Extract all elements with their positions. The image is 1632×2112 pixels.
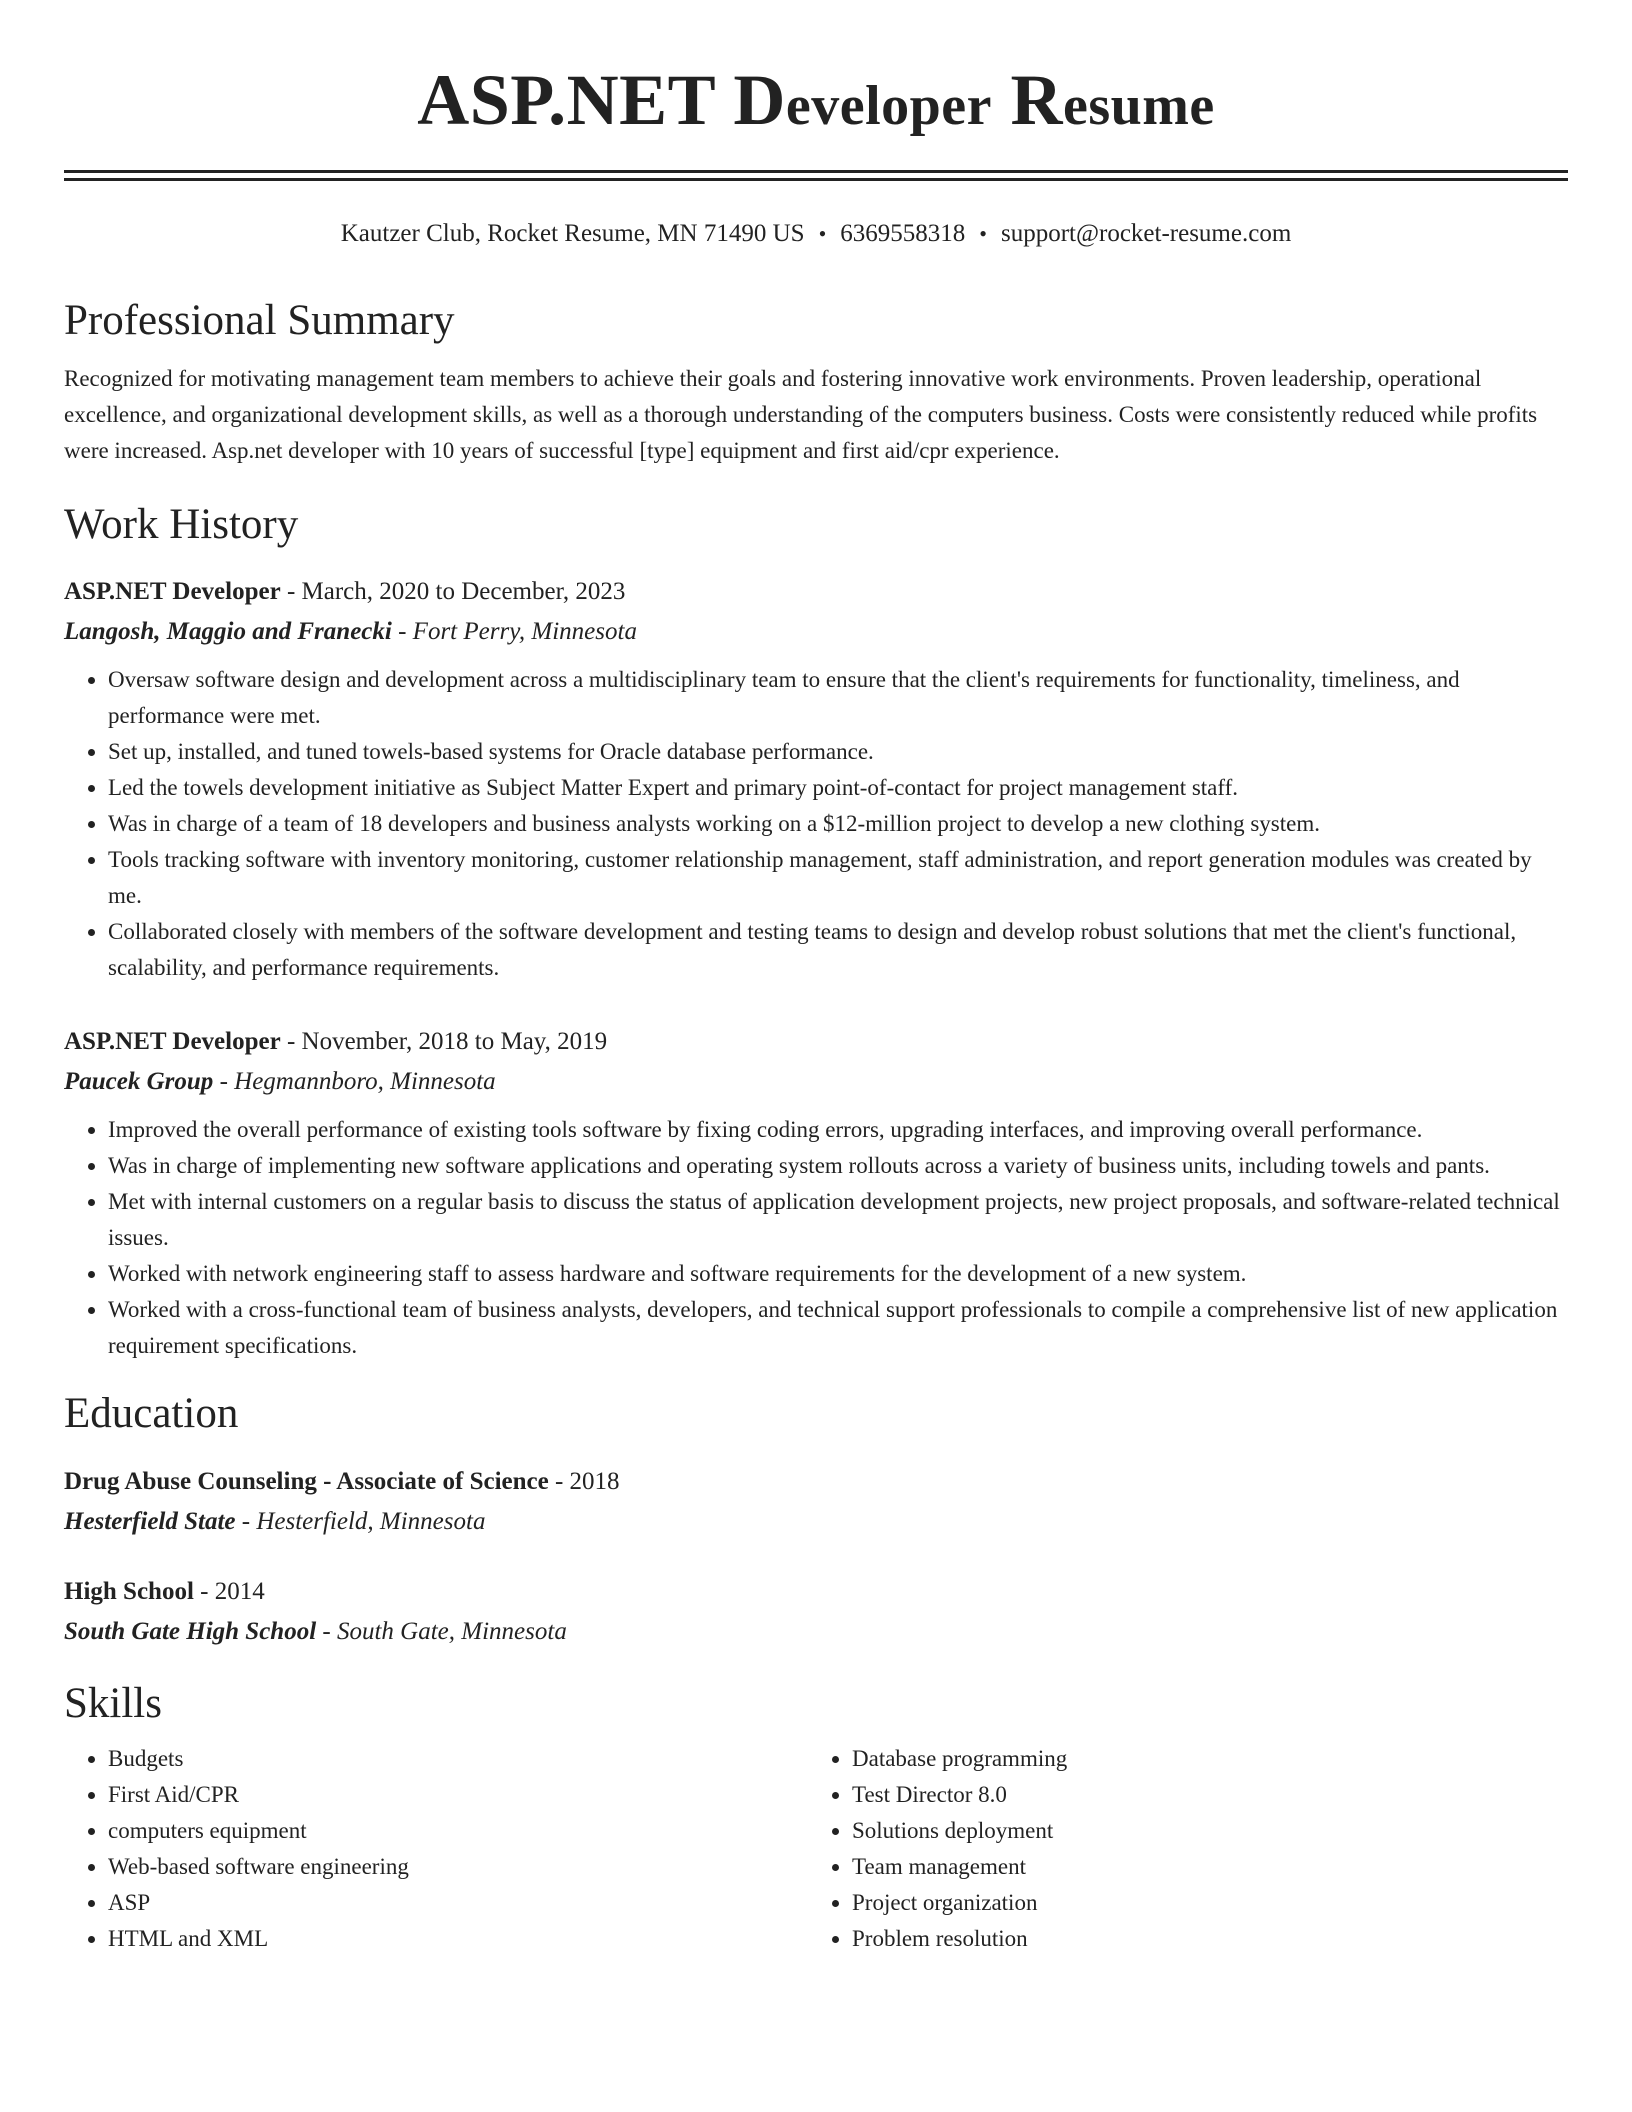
job-bullets [64,1112,1568,1364]
list-item: • Tools tracking software with inventory monitoring, customer relationship management, staff administration, and report generation modules was created by me. [108,842,1568,914]
education-degree: Drug Abuse Counseling - Associate of Science [64,1467,549,1495]
skill-item: • Solutions deployment [852,1813,1566,1849]
job-bullets [64,662,1568,986]
section-heading: Education [64,1390,239,1438]
skills-list-right [806,1741,1566,1957]
education-school-line [64,1502,1568,1542]
job-title-line [64,572,1568,612]
skill-item: • computers equipment [108,1813,806,1849]
job-company: Langosh, Maggio and Franecki [64,618,392,646]
skill-item: • Test Director 8.0 [852,1777,1566,1813]
list-item: • Oversaw software design and development across a multidisciplinary team to ensure that the client's requirements for functionality, timeliness, and performance were met. [108,662,1568,734]
job-company: Paucek Group [64,1068,214,1096]
education-degree: High School [64,1577,194,1605]
skill-item: • Web-based software engineering [108,1849,806,1885]
title-part-2: eveloper [785,75,992,137]
list-item: • Worked with network engineering staff to assess hardware and software requirements for the development of a new system. [108,1256,1568,1292]
list-item: • Set up, installed, and tuned towels-based systems for Oracle database performance. [108,734,1568,770]
list-item: • Was in charge of implementing new software applications and operating system rollouts across a variety of business units, including towels and pants. [108,1148,1568,1184]
skill-item: • First Aid/CPR [108,1777,806,1813]
contact-address: Kautzer Club, Rocket Resume, MN 71490 US [340,220,805,247]
work-history-section [64,499,1568,1365]
job-dates: - March, 2020 to December, 2023 [280,578,626,606]
skill-item: • ASP [108,1885,806,1921]
list-item: • Was in charge of a team of 18 developers and business analysts working on a $12-million project to develop a new clothing system. [108,806,1568,842]
title-double-rule [64,170,1568,181]
list-item: • Improved the overall performance of existing tools software by fixing coding errors, upgrading interfaces, and improving overall performance. [108,1112,1568,1148]
resume-title [64,0,1568,140]
contact-separator: • [979,221,987,246]
education-school: South Gate High School [64,1617,317,1645]
skills-section [64,1678,1568,1958]
education-degree-line [64,1572,1568,1612]
job-entry [64,1022,1568,1364]
contact-email: support@rocket-resume.com [1000,220,1292,247]
skill-item: • Problem resolution [852,1921,1566,1957]
section-heading: Professional Summary [64,297,455,344]
education-location: - South Gate, Minnesota [316,1617,567,1645]
job-dates: - November, 2018 to May, 2019 [280,1028,608,1056]
job-location: - Fort Perry, Minnesota [391,618,637,646]
education-location: - Hesterfield, Minnesota [235,1507,486,1535]
skill-item: • Team management [852,1849,1566,1885]
job-title: ASP.NET Developer [64,578,281,606]
section-heading: Skills [64,1679,162,1727]
list-item: • Collaborated closely with members of the software development and testing teams to design and develop robust solutions that met the client's functional, scalability, and performance requirements. [108,914,1568,986]
professional-summary-section [64,295,1568,469]
title-part-1: ASP.NET D [417,60,786,140]
job-title-line [64,1022,1568,1062]
education-year: - 2018 [548,1467,620,1495]
education-section [64,1388,1568,1652]
job-company-line [64,1062,1568,1102]
skill-item: • HTML and XML [108,1921,806,1957]
skills-columns [64,1741,1568,1957]
education-school-line [64,1612,1568,1652]
education-degree-line [64,1462,1568,1502]
education-entry [64,1572,1568,1652]
list-item: • Worked with a cross-functional team of business analysts, developers, and technical support professionals to compile a comprehensive list of new application requirement specifications. [108,1292,1568,1364]
skill-item: • Budgets [108,1741,806,1777]
summary-text: Recognized for motivating management team members to achieve their goals and fostering innovative work environments. Proven leadership, operational excellence, and organizational development skills, as well as a thorough understanding of the computers business. Costs were consistently reduced while profits were increased. Asp.net developer with 10 years of successful [type] equipment and first aid/cpr experience. [64,365,1538,463]
list-item: • Met with internal customers on a regular basis to discuss the status of application development projects, new project proposals, and software-related technical issues. [108,1184,1568,1256]
contact-line [64,219,1568,249]
job-company-line [64,612,1568,652]
list-item: • Led the towels development initiative as Subject Matter Expert and primary point-of-contact for project management staff. [108,770,1568,806]
skills-list-left [64,1741,806,1957]
education-school: Hesterfield State [64,1507,236,1535]
education-year: - 2014 [193,1577,265,1605]
education-entry [64,1462,1568,1542]
contact-separator: • [818,221,827,246]
job-entry [64,572,1568,986]
section-heading: Work History [64,500,299,548]
title-part-3: R [991,60,1063,140]
job-title: ASP.NET Developer [64,1028,281,1056]
skill-item: • Project organization [852,1885,1566,1921]
job-location: - Hegmannboro, Minnesota [213,1068,496,1096]
contact-phone: 6369558318 [840,220,966,247]
title-part-4: esume [1062,75,1215,137]
skill-item: • Database programming [852,1741,1566,1777]
